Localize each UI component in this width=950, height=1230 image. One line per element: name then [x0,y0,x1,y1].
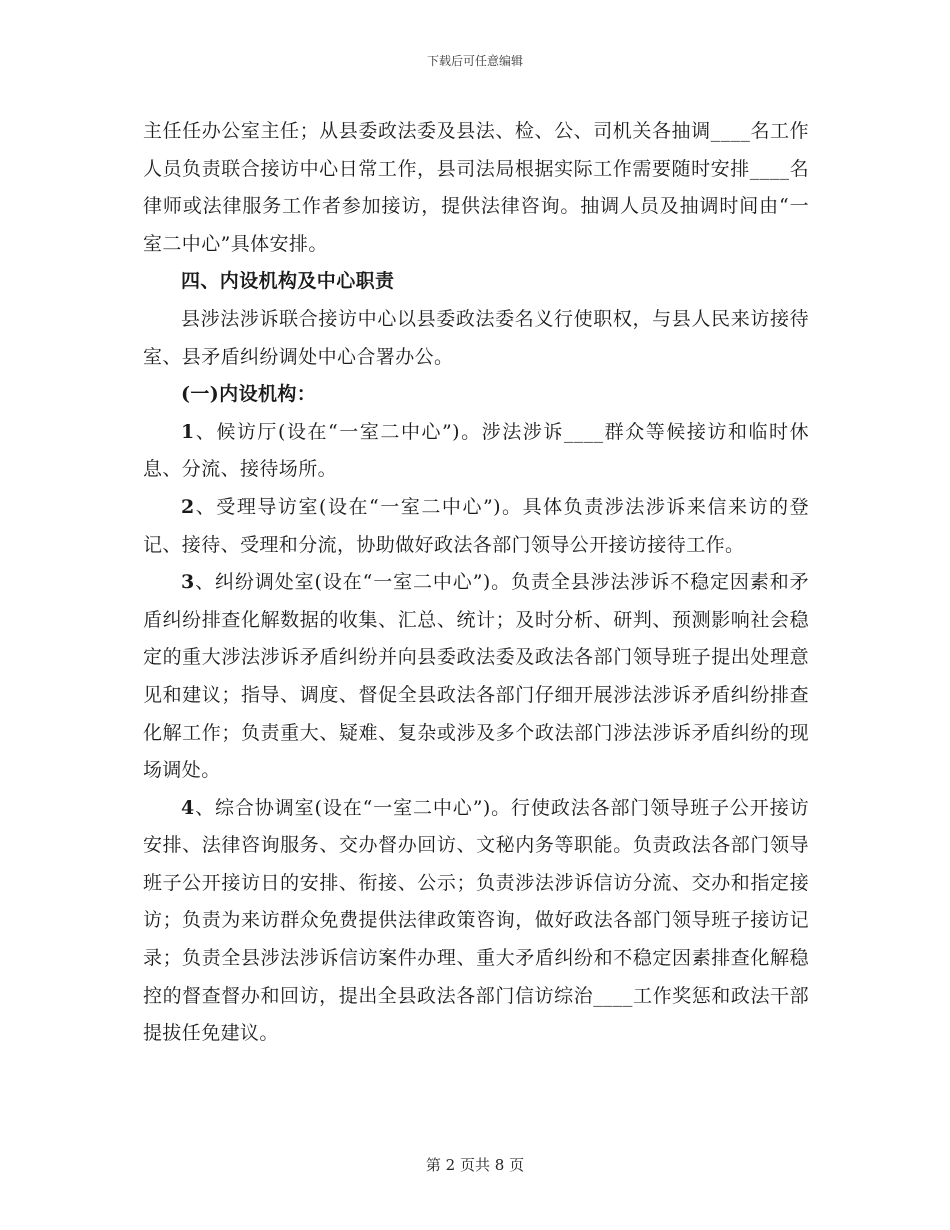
section-heading: 四、内设机构及中心职责 [181,270,395,293]
page-number: 第 2 页共 8 页 [425,1156,525,1174]
list-item [143,564,809,790]
item-text: 、综合协调室(设在“一室二中心”)。行使政法各部门领导班子公开接访安排、法律咨询服务、交办督办回访、文秘内务等职能。负责政法各部门领导班子公开接访日的安排、衔接、公示；负责涉法涉诉信访分流、交办和指定接访；负责为来访群众免费提供法律政策咨询，做好政法各部门领导班子接访记录；负责全县涉法涉诉信访案件办理、重大矛盾纠纷和不稳定因素排查化解稳控的督查督办和回访，提出全县政法各部门信访综治____工作奖惩和政法干部提拔任免建议。 [143,796,809,1045]
list-item [143,489,809,564]
item-number: 4 [181,796,195,819]
item-number: 3 [181,571,195,594]
list-item [143,790,809,1053]
page-header-note: 下载后可任意编辑 [426,54,523,68]
document-body [143,113,809,1053]
paragraph-center-intro: 县涉法涉诉联合接访中心以县委政法委名义行使职权，与县人民来访接待室、县矛盾纠纷调处中心合署办公。 [143,307,809,368]
list-item [143,414,809,489]
item-number: 2 [181,495,195,518]
item-text: 、候访厅(设在“一室二中心”)。涉法涉诉____群众等候接访和临时休息、分流、接待场所。 [143,420,809,481]
item-text: 、纠纷调处室(设在“一室二中心”)。负责全县涉法涉诉不稳定因素和矛盾纠纷排查化解数据的收集、汇总、统计；及时分析、研判、预测影响社会稳定的重大涉法涉诉矛盾纠纷并向县委政法委及政法各部门领导班子提出处理意见和建议；指导、调度、督促全县政法各部门仔细开展涉法涉诉矛盾纠纷排查化解工作；负责重大、疑难、复杂或涉及多个政法部门涉法涉诉矛盾纠纷的现场调处。 [143,571,809,782]
sub-heading: (一)内设机构： [181,383,317,406]
item-text: 、受理导访室(设在“一室二中心”)。具体负责涉法涉诉来信来访的登记、接待、受理和分流，协助做好政法各部门领导公开接访接待工作。 [143,495,809,556]
item-number: 1 [181,420,195,443]
paragraph-staffing: 主任任办公室主任；从县委政法委及县法、检、公、司机关各抽调____名工作人员负责联合接访中心日常工作，县司法局根据实际工作需要随时安排____名律师或法律服务工作者参加接访，提供法律咨询。抽调人员及抽调时间由“一室二中心”具体安排。 [143,120,809,255]
